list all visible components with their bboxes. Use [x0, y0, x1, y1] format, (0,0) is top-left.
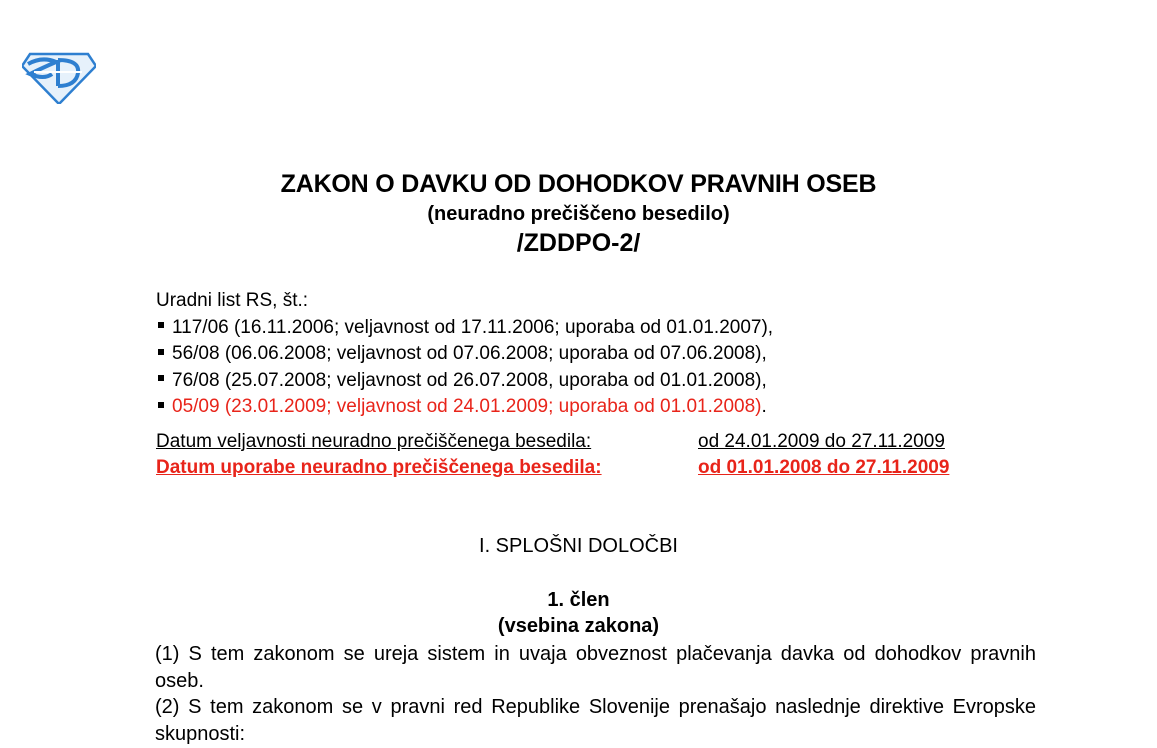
- list-item-latest: 05/09 (23.01.2009; veljavnost od 24.01.2009; uporaba od 01.01.2008).: [156, 394, 773, 421]
- gazette-list: [156, 288, 773, 421]
- gazette-heading: Uradni list RS, št.:: [156, 290, 309, 311]
- application-row: [156, 455, 949, 481]
- list-item: 117/06 (16.11.2006; veljavnost od 17.11.2006; uporaba od 01.01.2007),: [156, 315, 773, 342]
- list-item: 56/08 (06.06.2008; veljavnost od 07.06.2008; uporaba od 07.06.2008),: [156, 341, 773, 368]
- validity-row: [156, 429, 949, 455]
- bullet-icon: [158, 402, 164, 408]
- section-heading: I. SPLOŠNI DOLOČBI: [479, 535, 678, 557]
- application-value: od 01.01.2008 do 27.11.2009: [698, 457, 950, 478]
- article-subject: (vsebina zakona): [497, 615, 660, 637]
- validity-block: [156, 429, 949, 481]
- bullet-icon: [158, 349, 164, 355]
- validity-value: od 24.01.2009 do 27.11.2009: [698, 431, 945, 452]
- article-number: 1. člen: [547, 589, 610, 611]
- article-paragraph-1: (1) S tem zakonom se ureja sistem in uvaja obveznost plačevanja davka od dohodkov pravnih oseb.: [155, 643, 1036, 692]
- article-paragraph-2: (2) S tem zakonom se v pravni red Republike Slovenije prenašajo naslednje direktive Evropske skupnosti:: [155, 696, 1036, 745]
- application-label: Datum uporabe neuradno prečiščenega besedila:: [156, 457, 602, 478]
- document-abbreviation: /ZDDPO-2/: [516, 229, 641, 257]
- document-subtitle: (neuradno prečiščeno besedilo): [427, 203, 730, 225]
- bullet-icon: [158, 322, 164, 328]
- document-title: ZAKON O DAVKU OD DOHODKOV PRAVNIH OSEB: [280, 170, 877, 198]
- list-item: 76/08 (25.07.2008; veljavnost od 26.07.2008, uporaba od 01.01.2008),: [156, 368, 773, 395]
- bullet-icon: [158, 375, 164, 381]
- publisher-logo-icon: [22, 46, 96, 104]
- validity-label: Datum veljavnosti neuradno prečiščenega besedila:: [156, 431, 592, 452]
